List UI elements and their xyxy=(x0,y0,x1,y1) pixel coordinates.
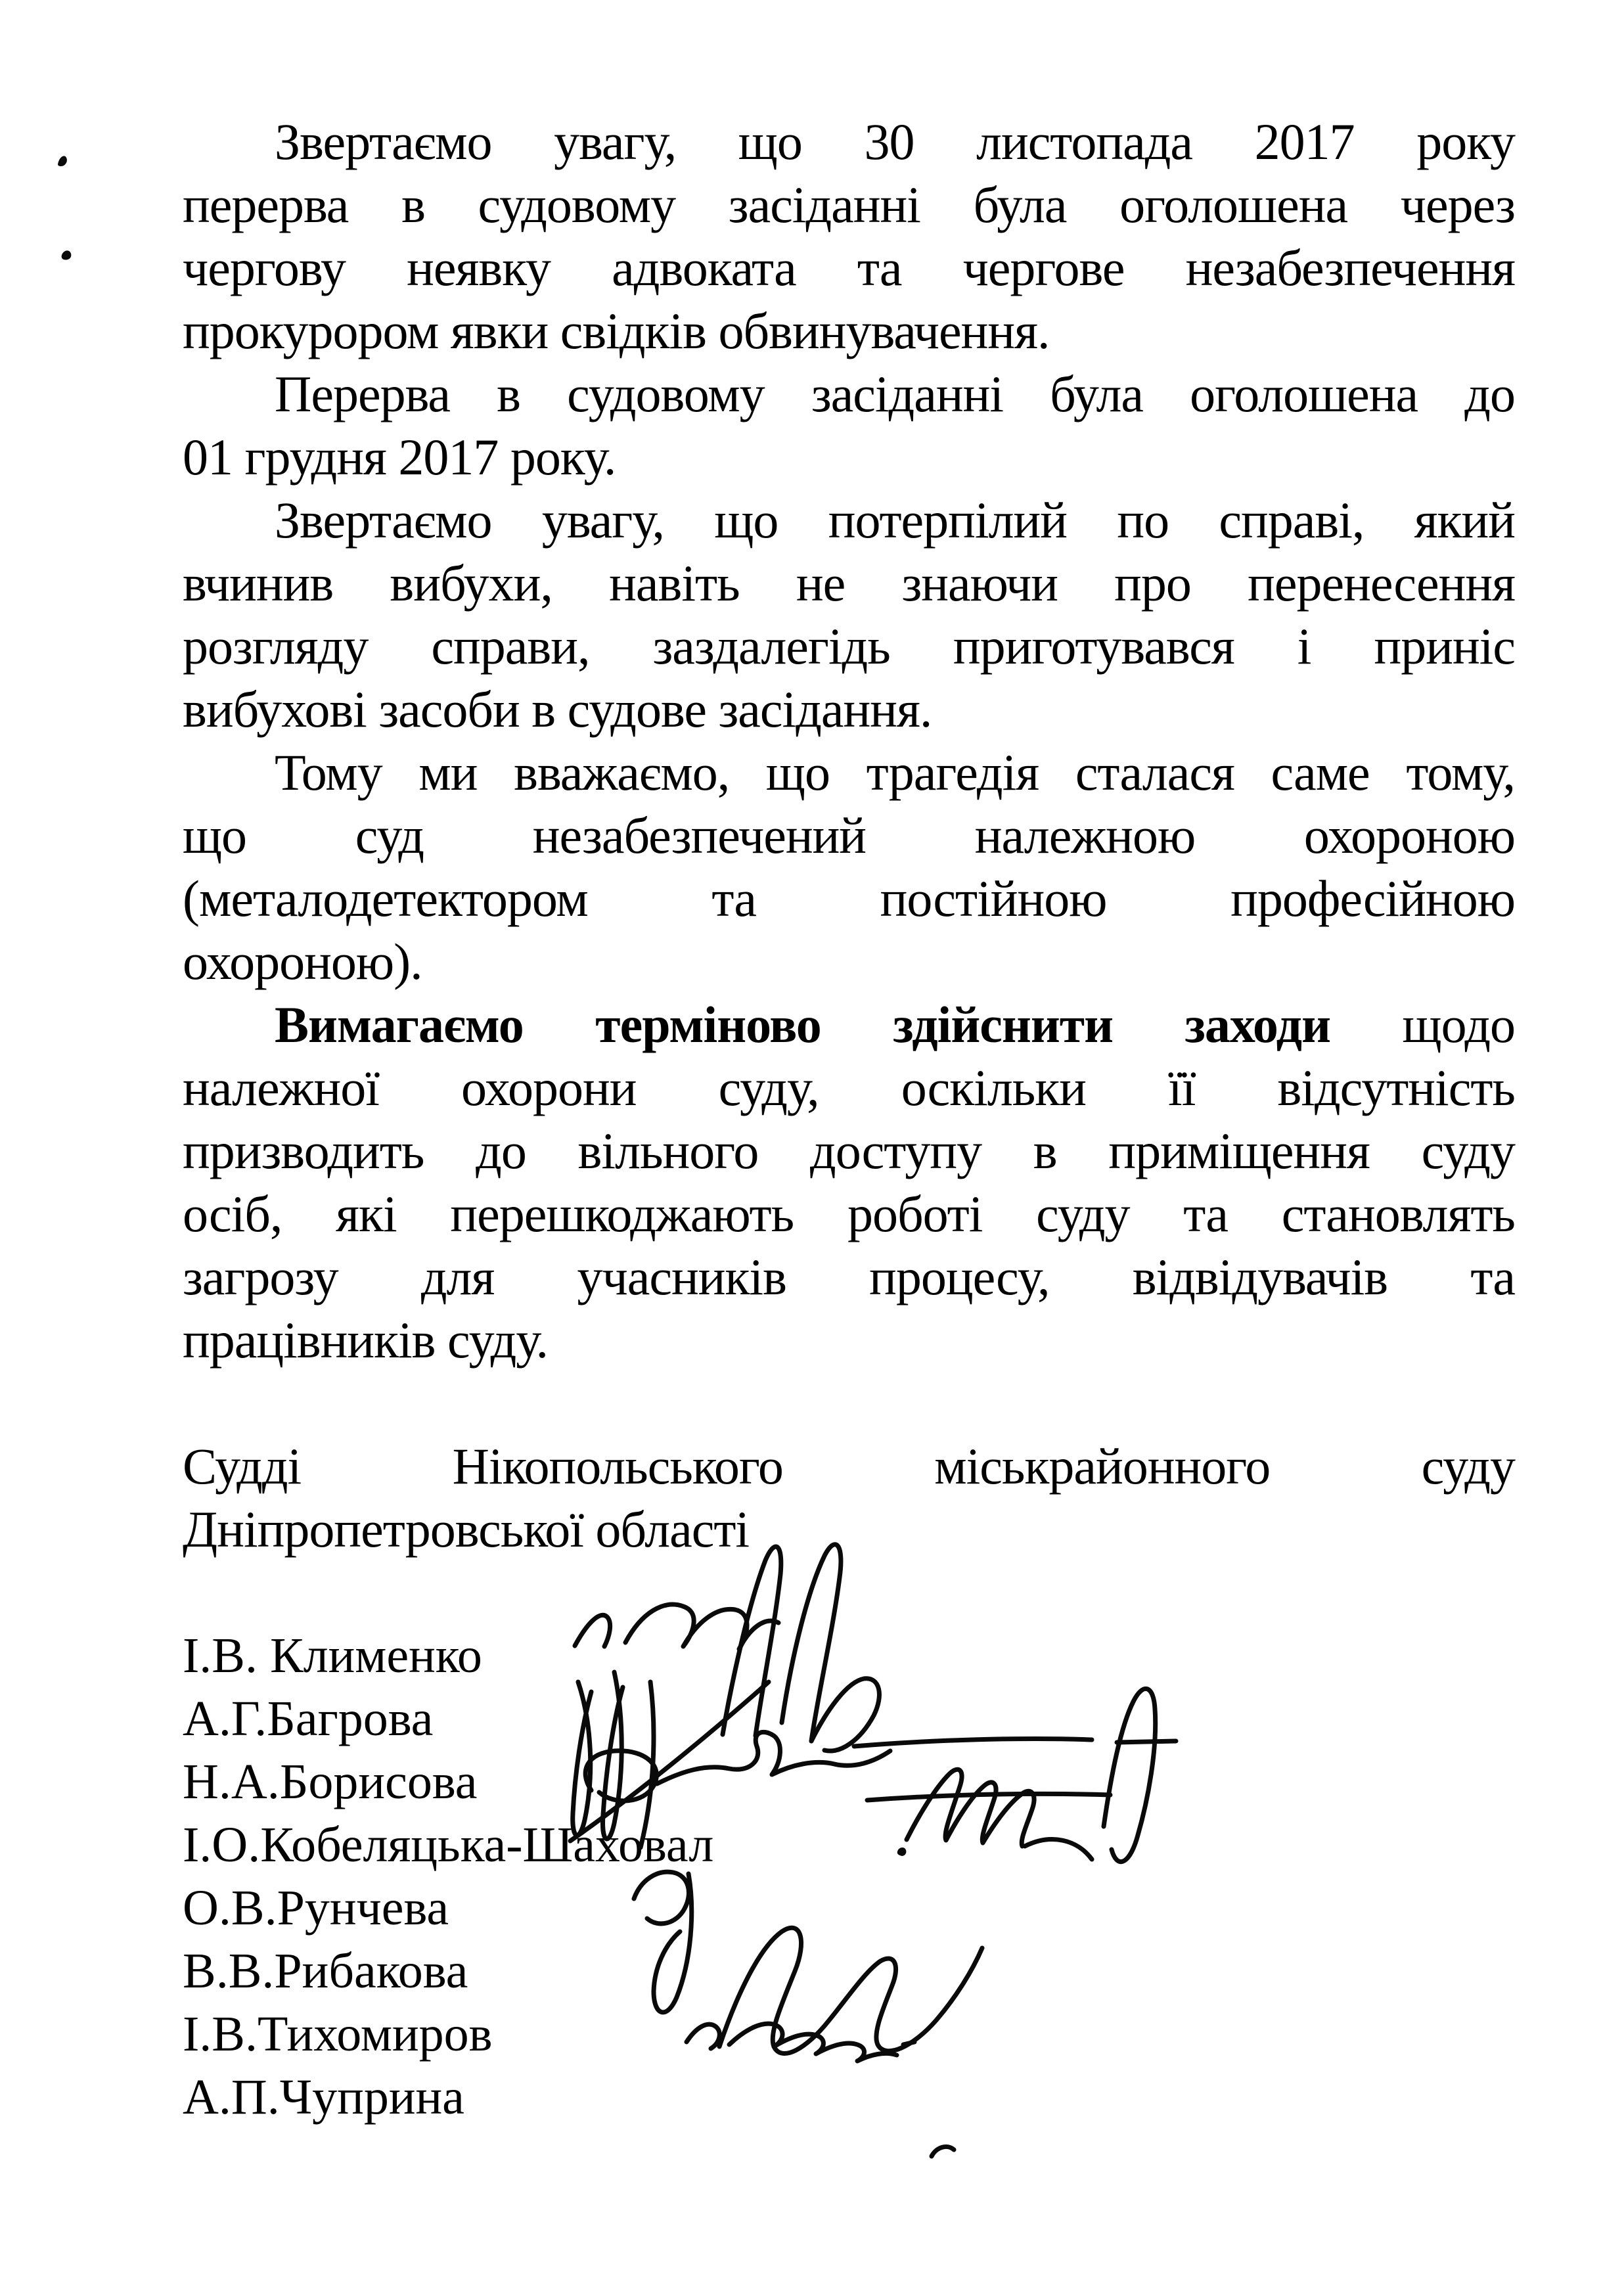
signatory-name: В.В.Рибакова xyxy=(183,1943,468,1999)
scan-speck-icon xyxy=(62,250,72,260)
text-line xyxy=(183,110,1515,173)
text-segment: охороною). xyxy=(183,933,422,990)
text-line xyxy=(183,741,1515,804)
text-line xyxy=(183,426,1515,489)
text-line xyxy=(183,300,1515,363)
signatories-list xyxy=(183,1624,1515,2129)
text-segment: що суд незабезпечений належною охороною xyxy=(183,807,1515,864)
paragraph xyxy=(183,993,1515,1372)
text-segment: Судді Нікопольського міськрайонного суду xyxy=(183,1438,1515,1495)
text-line xyxy=(183,615,1515,678)
text-line xyxy=(183,489,1515,552)
document-body xyxy=(183,110,1515,1372)
text-line xyxy=(183,867,1515,930)
text-line xyxy=(183,993,1515,1056)
paragraph xyxy=(183,489,1515,741)
signatory-name: А.П.Чуприна xyxy=(183,2070,464,2125)
text-segment: (металодетектором та постійною професійною xyxy=(183,870,1515,927)
text-segment: щодо xyxy=(1330,996,1516,1053)
text-line xyxy=(183,363,1515,426)
text-segment: розгляду справи, заздалегідь приготувався і приніс xyxy=(183,618,1515,675)
paragraph xyxy=(183,741,1515,993)
paragraph xyxy=(183,363,1515,489)
text-line xyxy=(183,1056,1515,1120)
text-line xyxy=(183,1435,1515,1498)
text-line xyxy=(183,237,1515,300)
bold-text-segment: Вимагаємо терміново здійснити заходи xyxy=(275,996,1331,1053)
closing-block xyxy=(183,1435,1515,1561)
scan-speck-icon xyxy=(58,156,67,166)
text-segment: осіб, які перешкоджають роботі суду та становлять xyxy=(183,1185,1515,1242)
document-content xyxy=(183,110,1515,2129)
text-line xyxy=(183,173,1515,237)
text-line xyxy=(183,1246,1515,1309)
signatory-name: І.В.Тихомиров xyxy=(183,2006,493,2062)
text-segment: належної охорони суду, оскільки її відсутність xyxy=(183,1059,1515,1116)
signatory-name: І.В. Клименко xyxy=(183,1628,482,1683)
text-line xyxy=(183,1183,1515,1246)
text-segment: вчинив вибухи, навіть не знаючи про перенесення xyxy=(183,555,1515,612)
signatory-name: А.Г.Багрова xyxy=(183,1691,434,1746)
paragraph xyxy=(183,110,1515,363)
text-segment: працівників суду. xyxy=(183,1311,549,1369)
text-segment: Звертаємо увагу, що потерпілий по справі, який xyxy=(275,491,1515,549)
text-segment: Тому ми вважаємо, що трагедія сталася саме тому, xyxy=(275,744,1515,801)
text-segment: перерва в судовому засіданні була оголошена через xyxy=(183,176,1515,233)
text-line xyxy=(183,930,1515,993)
text-segment: загрозу для учасників процесу, відвідувачів та xyxy=(183,1248,1515,1305)
text-segment: Звертаємо увагу, що 30 листопада 2017 року xyxy=(275,113,1515,170)
text-line xyxy=(183,1120,1515,1183)
text-line xyxy=(183,804,1515,867)
text-segment: 01 грудня 2017 року. xyxy=(183,428,616,486)
text-line xyxy=(183,1309,1515,1372)
text-segment: прокурором явки свідків обвинувачення. xyxy=(183,302,1050,359)
signatory-name: І.О.Кобеляцька-Шаховал xyxy=(183,1817,714,1872)
signatory-name: О.В.Рунчева xyxy=(183,1880,449,1936)
text-segment: Дніпропетровської області xyxy=(183,1501,750,1558)
text-line xyxy=(183,1498,1515,1561)
text-line xyxy=(183,678,1515,741)
text-segment: вибухові засоби в судове засідання. xyxy=(183,681,932,738)
text-segment: призводить до вільного доступу в приміщення суду xyxy=(183,1122,1515,1179)
text-segment: Перерва в судовому засіданні була оголошена до xyxy=(275,365,1515,422)
signatory-name: Н.А.Борисова xyxy=(183,1754,478,1809)
text-segment: чергову неявку адвоката та чергове незабезпечення xyxy=(183,239,1515,296)
text-line xyxy=(183,552,1515,615)
